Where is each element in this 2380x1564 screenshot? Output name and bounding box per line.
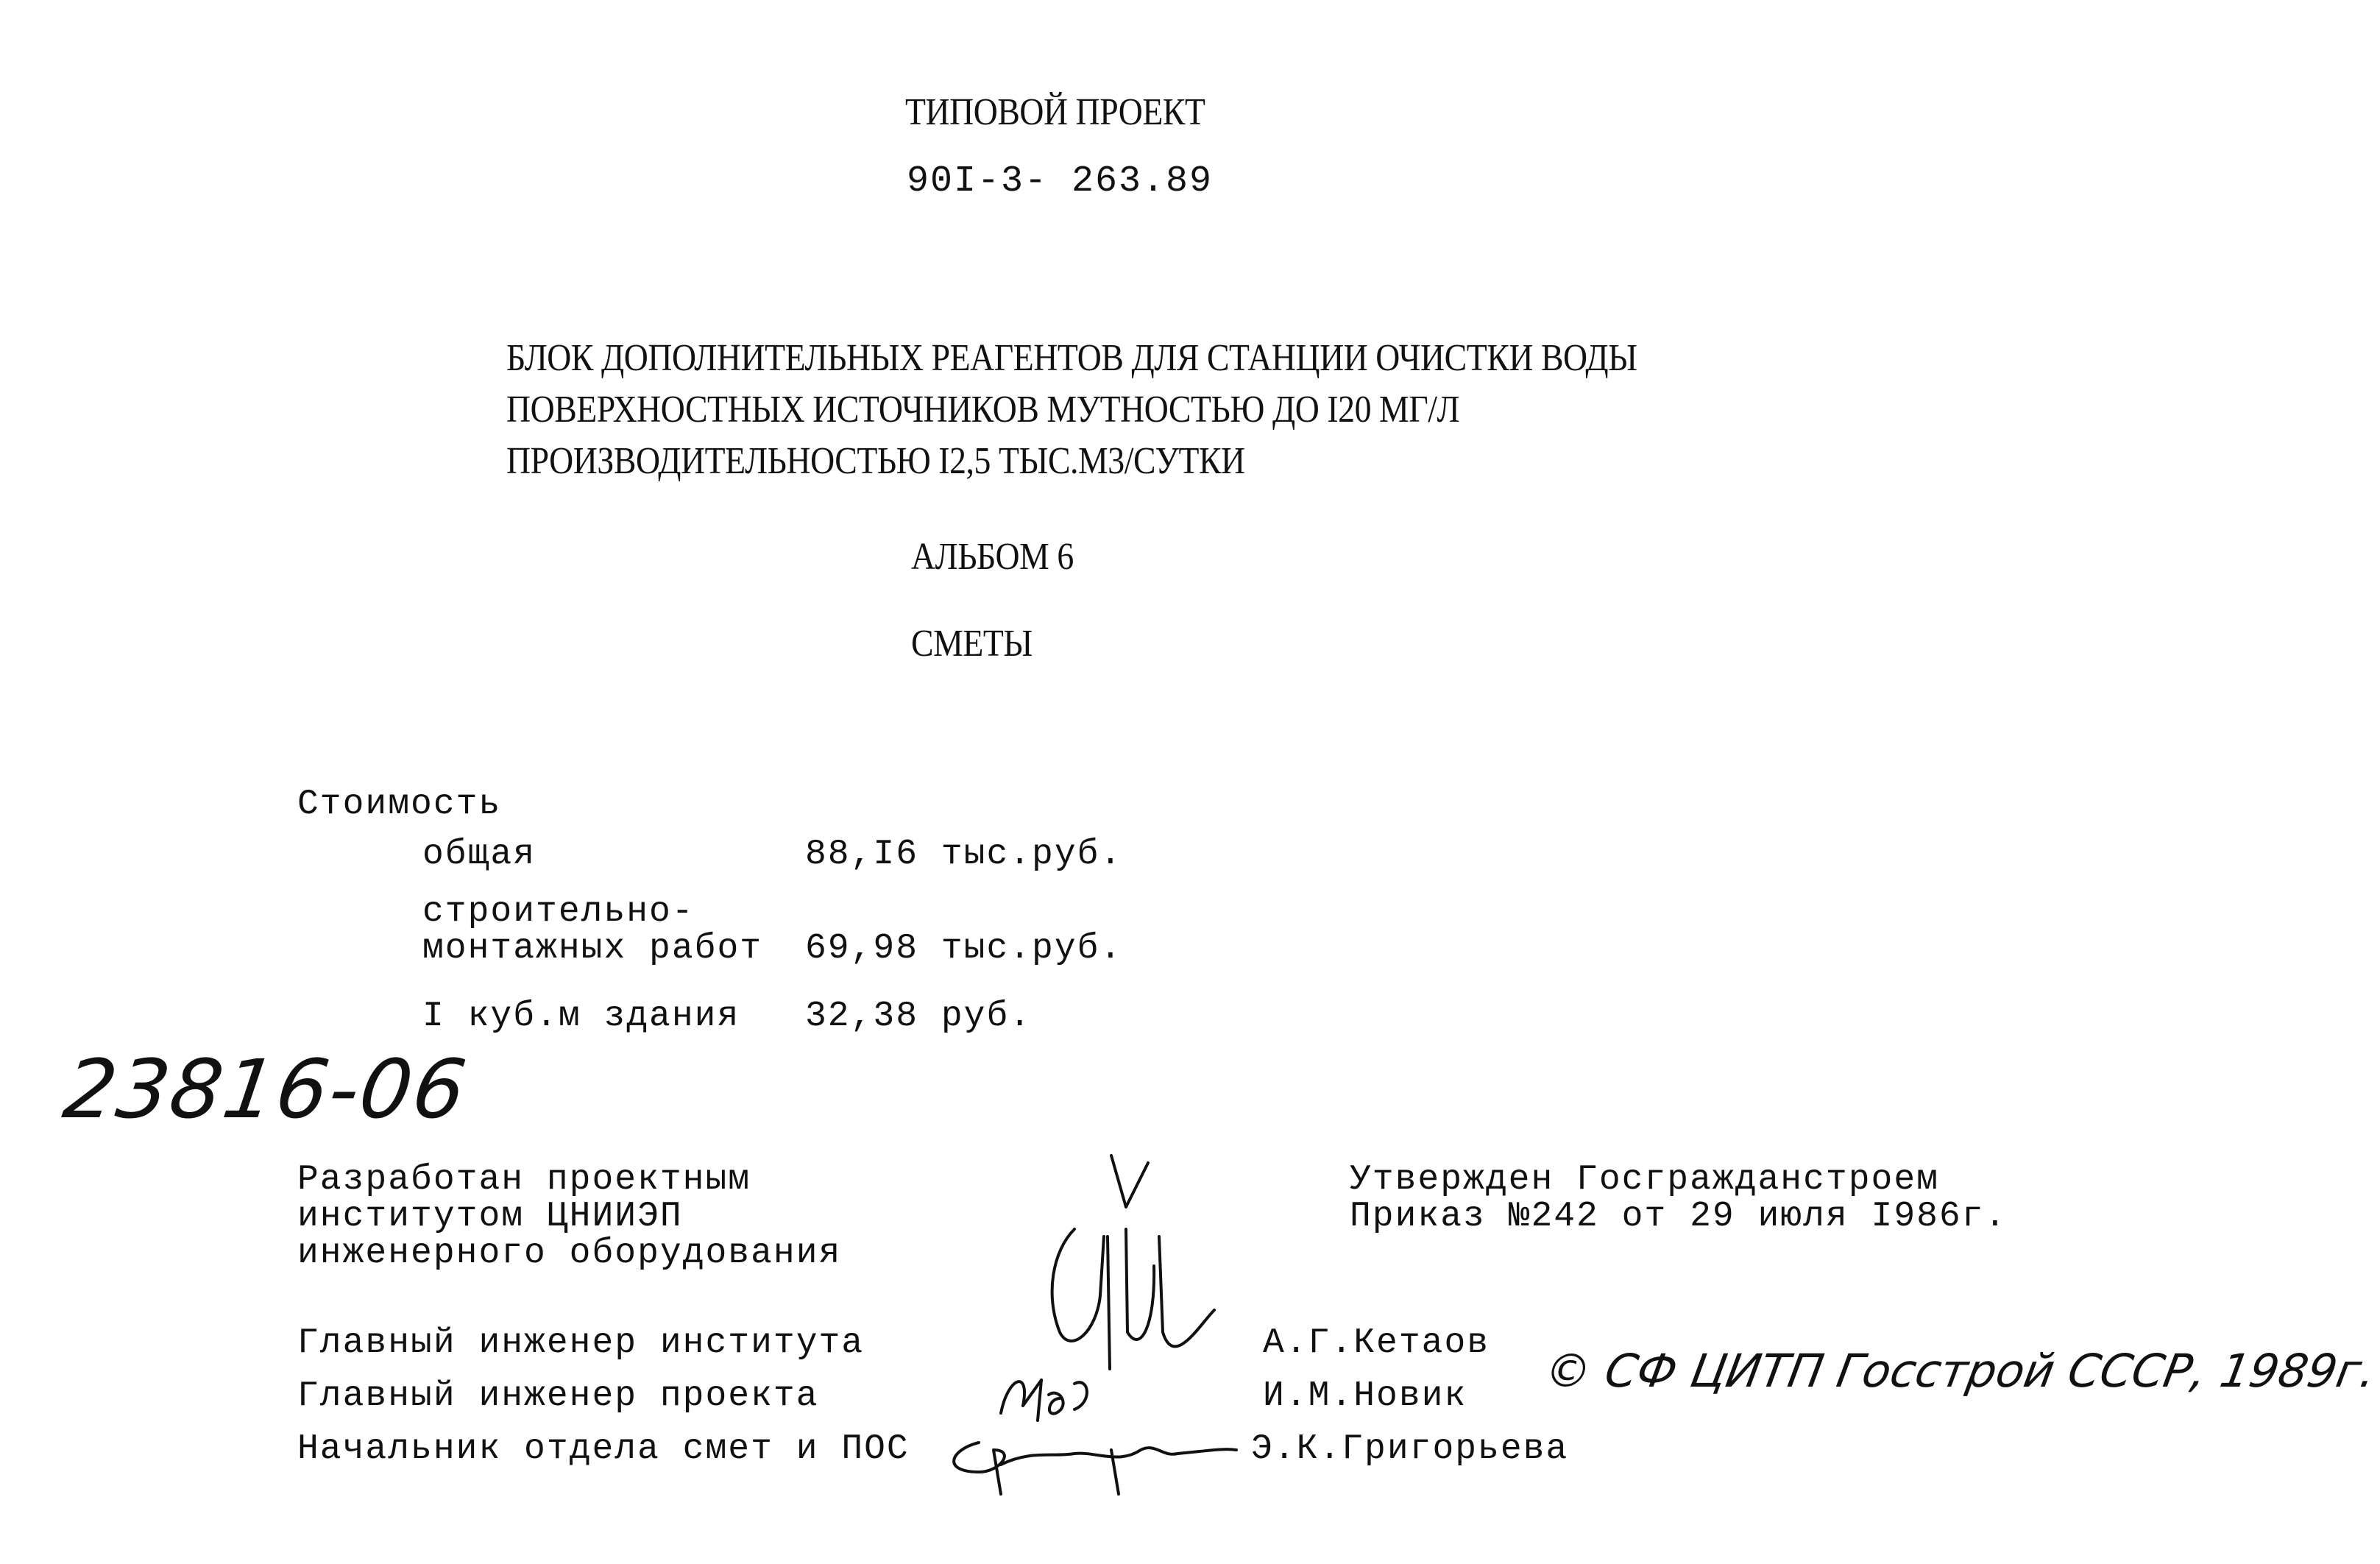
section-label: СМЕТЫ bbox=[911, 623, 1033, 665]
cost-construction-label-line-1: строительно- bbox=[422, 892, 695, 932]
approval-info bbox=[1350, 1161, 2007, 1235]
document-title bbox=[506, 333, 1637, 487]
title-line-3: ПРОИЗВОДИТЕЛЬНОСТЬЮ I2,5 ТЫС.М3/СУТКИ bbox=[506, 440, 1245, 482]
cost-construction-label-line-2: монтажных работ bbox=[422, 929, 763, 969]
approval-line-1: Утвержден Госгражданстроем bbox=[1350, 1160, 1939, 1200]
developer-info bbox=[297, 1161, 841, 1272]
cost-construction-value: 69,98 тыс.руб. bbox=[805, 929, 1123, 969]
album-label: АЛЬБОМ 6 bbox=[911, 536, 1074, 578]
cost-heading: Стоимость bbox=[297, 785, 502, 824]
signatory-role-3: Начальник отдела смет и ПОС bbox=[297, 1429, 910, 1469]
chief-engineer-signature bbox=[1030, 1148, 1222, 1384]
signatory-name-2: И.М.Новик bbox=[1263, 1376, 1467, 1416]
cost-per-m3-value: 32,38 руб. bbox=[805, 997, 1033, 1036]
project-engineer-signature bbox=[986, 1362, 1104, 1428]
cost-per-m3-label: I куб.м здания bbox=[422, 997, 740, 1036]
project-type-label: ТИПОВОЙ ПРОЕКТ bbox=[905, 91, 1205, 133]
title-line-2: ПОВЕРХНОСТНЫХ ИСТОЧНИКОВ МУТНОСТЬЮ ДО I20 МГ/Л bbox=[506, 389, 1460, 431]
signatory-role-1: Главный инженер института bbox=[297, 1323, 865, 1363]
estimates-head-signature bbox=[935, 1420, 1244, 1501]
title-line-1: БЛОК ДОПОЛНИТЕЛЬНЫХ РЕАГЕНТОВ ДЛЯ СТАНЦИИ ОЧИСТКИ ВОДЫ bbox=[506, 337, 1637, 379]
approval-line-2: Приказ №242 от 29 июля I986г. bbox=[1350, 1197, 2008, 1236]
developer-line-3: инженерного оборудования bbox=[297, 1234, 842, 1273]
signatory-name-1: А.Г.Кетаов bbox=[1263, 1323, 1490, 1363]
cost-total-label: общая bbox=[422, 835, 536, 874]
cost-total-value: 88,I6 тыс.руб. bbox=[805, 835, 1123, 874]
signatory-role-2: Главный инженер проекта bbox=[297, 1376, 819, 1416]
developer-line-1: Разработан проектным bbox=[297, 1160, 751, 1200]
project-number: 90I-3- 263.89 bbox=[907, 160, 1214, 202]
copyright-stamp: © СФ ЦИТП Госстрой СССР, 1989г. bbox=[1540, 1344, 2380, 1398]
developer-line-2: институтом ЦНИИЭП bbox=[297, 1197, 683, 1236]
inventory-number: 23816-06 bbox=[58, 1042, 473, 1136]
cost-construction-label bbox=[422, 894, 762, 967]
signatory-name-3: Э.К.Григорьева bbox=[1251, 1429, 1569, 1469]
